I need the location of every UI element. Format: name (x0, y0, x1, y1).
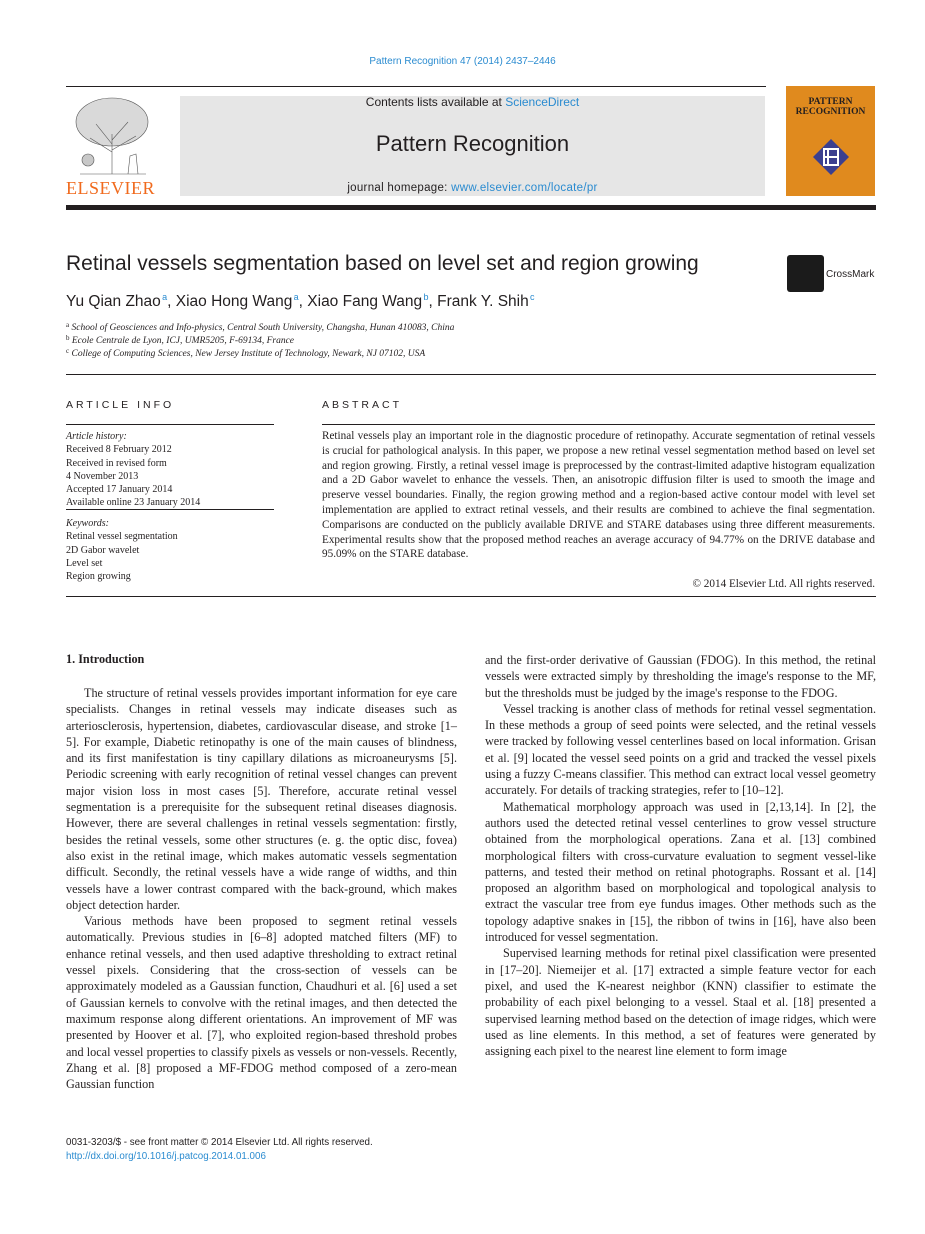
body-paragraph: Mathematical morphology approach was used in [2,13,14]. In [2], the authors used the detected retinal vessel centerlines to grow vessel structure obtained from the morphological operations. Zana et al. [13] combined morphological filters with cross-curvature evaluation to segment vessel-like patterns, and tested their method on retinal photographs. Rossant et al. [14] proposed an algorithm based on morphological and topological analysis to extract the vascular tree from eye fundus images. Other methods such as the topology adaptive snakes in [15], the ribbon of twins in [16], have also been introduced for vessel segmentation. (485, 799, 876, 945)
contents-prefix: Contents lists available at (365, 95, 506, 109)
homepage-prefix: journal homepage: (347, 182, 452, 194)
history-entry: 4 November 2013 (66, 470, 139, 482)
journal-title: Pattern Recognition (375, 131, 570, 156)
keyword: Level set (66, 557, 103, 569)
abstract-text: Retinal vessels play an important role in the diagnostic procedure of retinopathy. Accurate segmentation of retinal vessels is crucial for pathological analysis. In this paper, we propose a new retinal vessel segmentation method based on level set and region growing. Firstly, a retinal vessel image is preprocessed by the contrast-limited adaptive histogram equalization and a 2D Gabor wavelet to enhance the vessels. Then, an anisotropic diffusion filter is used to smooth the image and preserve vessel boundaries. Finally, the region growing method and a region-based active contour model with level set implementation are applied to extract retinal vessels, and their results are combined to achieve the final segmentation. Comparisons are conducted on the publicly available DRIVE and STARE databases using three different measurements. Experimental results show that the proposed method reaches an average accuracy of 94.77% on the DRIVE database and 95.09% on the STARE database. (322, 430, 875, 561)
body-column-left (66, 685, 457, 1092)
doi-link[interactable]: http://dx.doi.org/10.1016/j.patcog.2014.01.006 (66, 1151, 266, 1162)
affiliation-mark: c (66, 347, 70, 355)
body-column-right (485, 652, 876, 1059)
cover-emblem-icon (811, 137, 851, 177)
author-name: Xiao Fang Wang (307, 293, 423, 310)
sciencedirect-link[interactable]: ScienceDirect (505, 95, 580, 109)
journal-reference[interactable]: Pattern Recognition 47 (2014) 2437–2446 (369, 56, 556, 67)
header-top-rule (66, 86, 766, 87)
author-name: Frank Y. Shih (437, 293, 529, 310)
elsevier-wordmark: ELSEVIER (66, 178, 155, 198)
history-entry: Received 8 February 2012 (66, 444, 172, 456)
footer (66, 1136, 373, 1164)
article-info-heading: ARTICLE INFO (66, 399, 175, 411)
cover-title (786, 97, 875, 117)
body-paragraph: Various methods have been proposed to segment retinal vessels automatically. Previous studies in [6–8] adopted matched filters (MF) to enhance retinal vessels, and then used adaptive thresholding to extract retinal vessel pixels. Considering that the cross-section of vessels can be approximately modeled as a Gaussian function, Chaudhuri et al. [6] used a set of Gaussian kernels to convolve with the retinal images, and then detected the maximum response along different orientations. An improvement of MF was presented by Hoover et al. [7], who exploited region-based threshold probes and local vessel properties to classify pixels as vessels or non-vessels. Recently, Zhang et al. [8] proposed a MF-FDOG method composed of a zero-mean Gaussian function (66, 914, 457, 1092)
section-heading: 1. Introduction (66, 652, 145, 666)
history-entry: Received in revised form (66, 457, 167, 469)
affiliation-text: Ecole Centrale de Lyon, ICJ, UMR5205, F-69134, France (71, 336, 294, 346)
keywords-rule (66, 509, 274, 510)
paper-title: Retinal vessels segmentation based on level set and region growing (66, 252, 699, 275)
body-paragraph: The structure of retinal vessels provides important information for eye care specialists. Changes in retinal vessels may indicate diseases such as arteriosclerosis, hypertension, diabetes, cardiovascular disease, and stroke [1–5]. For example, Diabetic retinopathy is one of the main causes of blindness, and its first manifestation is tiny capillary dilations as microaneurysms [5]. Periodic screening with early recognition of retinal vessel changes can prevent major vision loss in most cases [5]. Therefore, accurate retinal vessel segmentation is a prerequisite for the subsequent retinal diseases diagnosis. However, there are several challenges in retinal vessels segmentation: firstly, besides the retinal vessels, some other structures (e. g. the optic disc, fovea) also exist in the retinal image, which makes automatic vessels segmentation difficult. Secondly, the retinal vessels have a wide range of widths, and thin vessels have a lower contrast compared with the back-ground, which makes object detection harder. (66, 686, 457, 912)
author-list: Yu Qian Zhao $^a$, Xiao Hong Wang $^a$, Xiao Fang Wang $^b$, Frank Y. Shih $^c$ (66, 292, 535, 310)
affiliation (66, 347, 425, 359)
affiliation-text: School of Geosciences and Info-physics, Central South University, Changsha, Hunan 410083, China (71, 323, 455, 333)
cover-title-line2: RECOGNITION (795, 107, 866, 117)
history-label: Article history: (66, 431, 127, 442)
body-paragraph: Vessel tracking is another class of methods for retinal vessel segmentation. In these methods a group of seed points were selected, and the retinal vessels were tracked by following vessel centerlines based on local information. Grisan et al. [9] located the vessel seed points on a grid and tracked the vessel pixels using a fuzzy C-means classifier. This method can extract local vessel geometry accurately. For details of tracking strategies, refer to [10–12]. (485, 701, 876, 798)
affiliation-mark: a (66, 321, 70, 329)
elsevier-tree-logo (66, 94, 158, 178)
affiliation-mark: b (66, 334, 70, 342)
journal-homepage (180, 182, 765, 194)
keyword: 2D Gabor wavelet (66, 544, 140, 556)
abstract-heading: ABSTRACT (322, 399, 403, 411)
keywords (66, 517, 274, 583)
affiliation-text: College of Computing Sciences, New Jersey Institute of Technology, Newark, NJ 07102, USA (71, 349, 426, 359)
article-history (66, 430, 274, 510)
abstract-rule (322, 424, 875, 425)
article-info-rule (66, 424, 274, 425)
contents-line (180, 95, 765, 109)
crossmark-label[interactable]: CrossMark (826, 269, 875, 280)
author-name: Xiao Hong Wang (175, 293, 293, 310)
body-paragraph: and the first-order derivative of Gaussian (FDOG). In this method, the retinal vessels were extracted simply by thresholding the image's response to the MF, but the thresholds must be judged by the image's response to the FDOG. (485, 653, 876, 700)
history-entry: Available online 23 January 2014 (66, 497, 201, 509)
history-entry: Accepted 17 January 2014 (66, 484, 173, 496)
author-affiliation-link[interactable]: b (423, 292, 429, 302)
affiliation (66, 334, 294, 346)
keyword: Region growing (66, 571, 131, 583)
author-affiliation-link[interactable]: a (293, 292, 299, 302)
affiliation (66, 321, 454, 333)
keyword: Retinal vessel segmentation (66, 531, 178, 543)
header-bottom-rule (66, 205, 876, 210)
author-affiliation-link[interactable]: c (530, 292, 535, 302)
cover-title-line1: PATTERN (808, 97, 853, 107)
author-affiliation-link[interactable]: a (162, 292, 168, 302)
homepage-link[interactable]: www.elsevier.com/locate/pr (451, 182, 598, 194)
affiliation-divider (66, 374, 876, 375)
crossmark-icon[interactable] (787, 255, 824, 292)
issn-line: 0031-3203/$ - see front matter © 2014 Elsevier Ltd. All rights reserved. (66, 1137, 373, 1148)
abstract-bottom-rule (66, 596, 876, 597)
body-paragraph: Supervised learning methods for retinal pixel classification were presented in [17–20]. Niemeijer et al. [17] extracted a simple feature vector for each pixel, and used the K-nearest neighbor (KNN) classifier to estimate the probability of each pixel belonging to a vessel. Staal et al. [18] presented a supervised learning method based on the detection of image ridges, which were used as line elements. In this method, a set of features were generated by assigning each pixel to the nearest line element to form image (485, 946, 876, 1059)
abstract-copyright: © 2014 Elsevier Ltd. All rights reserved. (692, 578, 875, 590)
keywords-label: Keywords: (66, 518, 109, 529)
author-name: Yu Qian Zhao (66, 293, 161, 310)
